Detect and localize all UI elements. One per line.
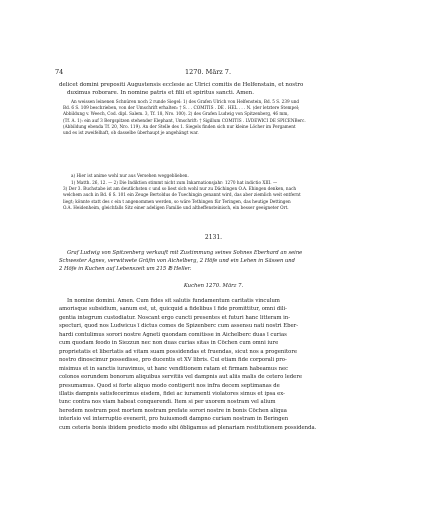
body-line: heredem nostrum post mortem nostram prefate sorori nostre in bonis Cöchen aliqua [59,407,287,414]
body-line: presumamus. Quod si forte aliquo modo contigerit nos infra decem septimanas de [59,382,280,389]
footnote-line: 1) Matth. 26, 12. — 2) Die Indiktion stimmt nicht zum Inkarnationsjahr: 1270 hat indictio XIII. — [71,180,278,185]
body-line: nostro dinoscimur possedisse, pro ducentis et XV libris. Cui etiam fide corporali pro- [59,357,287,364]
body-line: misimus et in sanctis iuravimus, ut hanc venditionem ratam et firmam habeamus nec [59,365,289,372]
footnote-line: O.A. Heidenheim, gleichfalls Sitz einer adeligen Familie und altheffensteinisch, ein besser geeigneter Ort. [63,204,289,210]
running-head: 1270. März 7. [185,68,232,76]
page-number: 74 [55,68,64,76]
dateline: Kuchen 1270. März 7. [183,283,244,289]
regest-line: Schwester Agnes, verwitwete Gräfin von Aichelberg, 2 Höfe und ein Lehen in Sässen und [59,257,295,264]
previous-document-ending [59,81,372,97]
note-line: und es ist zweifelhaft, ob dasselbe überhaupt je angehängt war. [63,130,199,136]
note-line: (Tf. A. 1): ein auf 3 Bergspitzen stehender Elephant, Umschrift: † Sigillum COMITIS . LVDEWICI DE SPICENBerc. [63,117,306,123]
regest-summary [59,250,375,273]
regest-line: 2 Höfe in Kuchen auf Lebenszeit um 215 ℔ Heller. [59,265,192,272]
note-line: Abbildung v. Weech, Cod. dipl. Salem. 3, Tf. 18, Nro. 100). 2) des Grafen Ludwig von Spitzenberg, 46 mm, [63,111,289,117]
body-line: cum ceteris bonis ibidem predicto modo sibi ōbligamus ad plenariam restitutionem possidenda. [59,424,317,431]
body-line: tunc contra nos viam habeat conquerendi. Item si per uxorem nostram vel alium [59,399,276,406]
body-line: interlsio vel interruptio evenerit, pro huiusmodi dampno curiam nostram in Beringen [59,416,289,423]
body-line: proprietatis et libertatis ad vitam suam possidendas et fruendas, sicut nos a progenitore [59,348,297,355]
document-number: 2131. [204,234,223,241]
footnote-line: welchem auch in Bd. 6 S. 101 ein Zeuge Bertoldus de Tuechingin genannt wird, das aber ziemlich weit entfernt [63,192,301,198]
page-header [55,68,372,78]
text-line: delicet domini prepositi Augustensis ecclesie ac Ulrici comitis de Helfenstain, et nostro [59,82,304,88]
note-line: An weissen leinenen Schnüren noch 2 runde Siegel: 1) des Grafen Ulrich von Helfenstein, Bd. 5 S. 239 und [71,99,300,104]
body-line: gentia integrum custodiatur. Noscant ergo cuncti presentes et futuri hanc litteram in- [59,314,291,321]
body-line: amorisque subsidium, sanum est, ut, quicquid a fidelibus ī fide promittitur, omni dili- [59,306,287,313]
regest-line: Graf Ludwig von Spitzenberg verkauft mit Zustimmung seines Sohnes Eberhard an seine [67,250,303,256]
seal-description [63,99,375,136]
body-line: In nomine domini. Amen. Cum fides sit salutis fundamentum caritatis vinculum [67,298,280,304]
body-line: illatis dampnis satisfecerimus eisdem, fidei ac iuramenti violatores simus et ipsa ex- [59,390,285,397]
body-line: specturi, quod nos Ludwicus ī dictus comes de Spizenberc cum assensu nati nostri Eber- [59,323,298,330]
charter-text [59,297,375,432]
text-line: duximus roborare. In nomine patris et filii et spiritus sancti. Amen. [67,90,254,96]
note-line: (Abbildung ebenda Tf. 20, Nro. 119). An der Stelle des 1. Siegels finden sich nur kleine Löcher im Pergament [63,123,296,129]
body-line: cum quodam feodo in Siezzun nec non duas curias sitas in Cöchen cum omni iure [59,340,279,347]
body-line: colonos eorundem bonorum aliquibus servitiis vel dampnis aut aliis malis de cetero ledere [59,374,302,381]
text-note [63,173,375,179]
footnote-line: liegt; könnte statt des c ein t angenommen werden, so wäre Tethingen für Teringen, das heutige Dettingen [63,198,291,204]
footnotes [63,180,375,211]
note-line: Bd. 6 S. 109 beschrieben, von der Umschrift erhalten: † S. . . COMITIS . DE . HEL . . . N. (der letztere Stempel; [63,105,300,111]
footnote-line: 3) Der 3. Buchstabe ist am deutlichsten c und so liest sich wohl nur zu Dächingen O.A. Ehingen denken, nach [63,186,297,192]
note-line: a) Hier ist anime wohl nur aus Versehen weggeblieben. [71,173,189,178]
body-line: hardi contulimus sorori nostre Agneti quondam comitisse in Aichelberc duas ī curias [59,331,287,338]
